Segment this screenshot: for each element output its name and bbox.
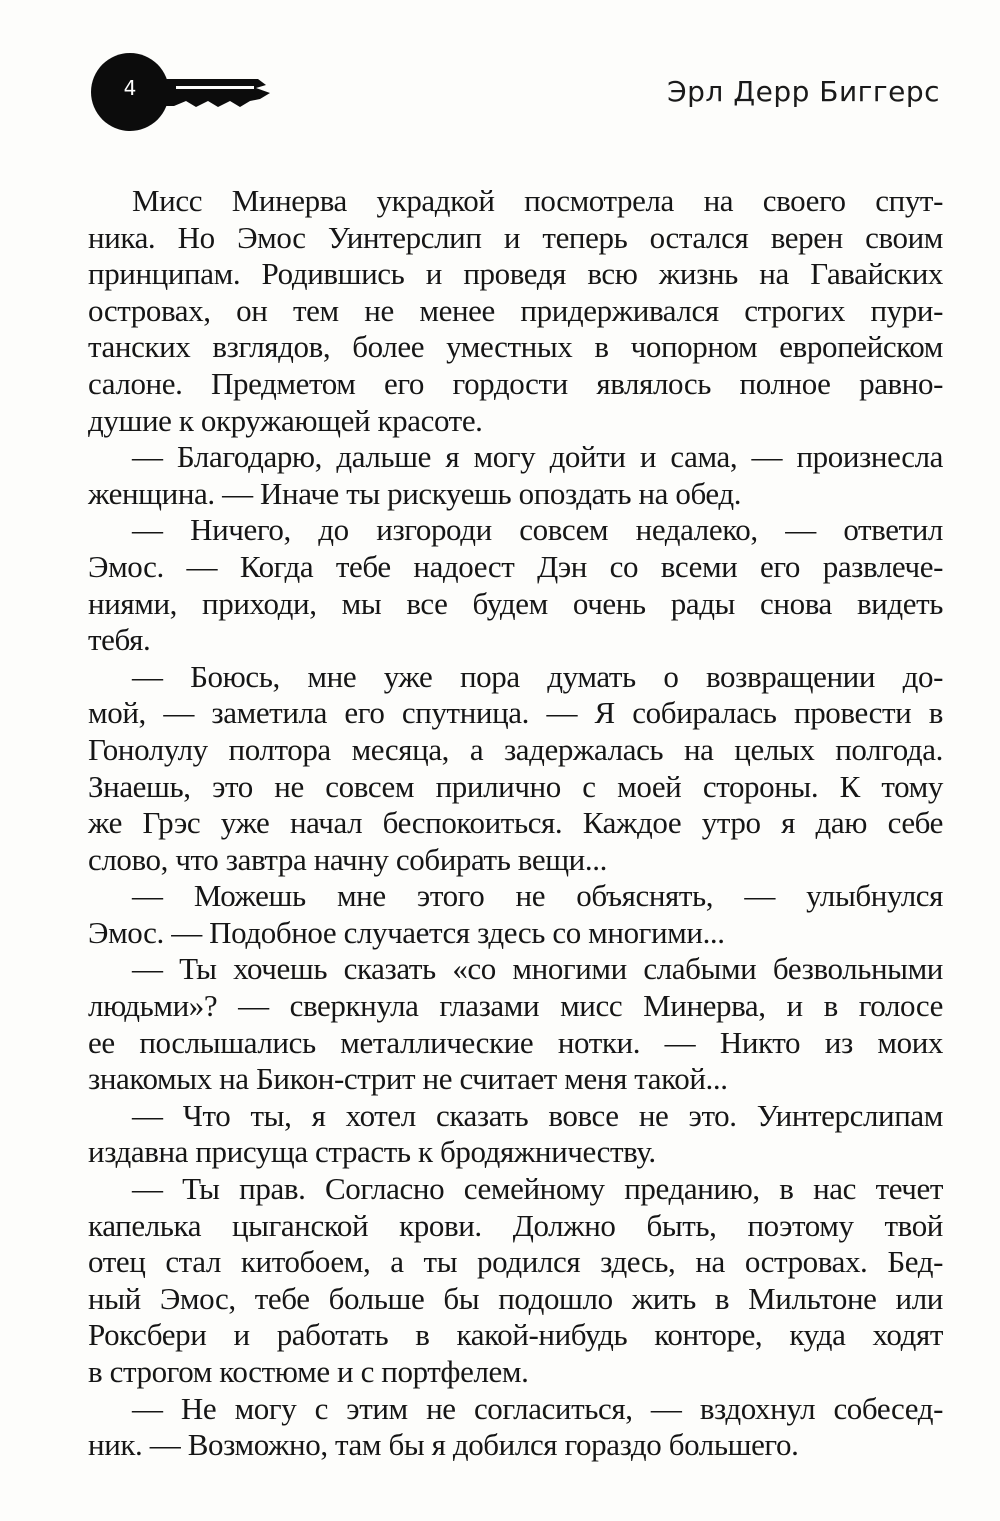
- running-head-author: Эрл Дерр Биггерс: [667, 75, 940, 108]
- text-line: женщина. — Иначе ты рискуешь опоздать на обед.: [88, 475, 742, 511]
- text-line: же Грэс уже начал беспокоиться. Каждое утро я даю себе: [88, 805, 943, 841]
- text-line: — Боюсь, мне уже пора думать о возвращении до-: [132, 658, 943, 694]
- text-line: — Ты прав. Согласно семейному преданию, в нас течет: [132, 1171, 943, 1207]
- body-text: [88, 183, 943, 1464]
- text-line: душие к окружающей красоте.: [88, 402, 483, 438]
- text-line: ник. — Возможно, там бы я добился гораздо большего.: [88, 1427, 799, 1463]
- text-line: капелька цыганской крови. Должно быть, поэтому твой: [88, 1207, 943, 1243]
- text-line: знакомых на Бикон-стрит не считает меня такой...: [88, 1061, 728, 1097]
- text-line: отец стал китобоем, а ты родился здесь, на островах. Бед-: [88, 1244, 943, 1280]
- page-header: [0, 0, 1000, 150]
- text-line: Гонолулу полтора месяца, а задержалась на целых полгода.: [88, 731, 943, 767]
- text-line: мой, — заметила его спутница. — Я собиралась провести в: [88, 695, 943, 731]
- text-line: салоне. Предметом его гордости являлось полное равно-: [88, 365, 943, 401]
- text-line: людьми»? — сверкнула глазами мисс Минерва, и в голосе: [88, 988, 943, 1024]
- text-line: в строгом костюме и с портфелем.: [88, 1354, 529, 1389]
- text-line: ника. Но Эмос Уинтерслип и теперь остался верен своим: [88, 219, 943, 255]
- text-line: издавна присуща страсть к бродяжничеству.: [88, 1134, 656, 1170]
- text-line: островах, он тем не менее придерживался строгих пури-: [88, 292, 943, 328]
- text-line: Знаешь, это не совсем прилично с моей стороны. К тому: [88, 768, 943, 804]
- text-line: Эмос. — Когда тебе надоест Дэн со всеми его развлече-: [88, 548, 943, 584]
- text-line: Мисс Минерва украдкой посмотрела на своего спут-: [132, 183, 943, 218]
- text-line: танских взглядов, более уместных в чопорном европейском: [88, 329, 943, 365]
- text-line: — Не могу с этим не согласиться, — вздохнул собесед-: [132, 1390, 943, 1426]
- text-line: ниями, приходи, мы все будем очень рады снова видеть: [88, 585, 943, 621]
- text-line: ный Эмос, тебе больше бы подошло жить в Мильтоне или: [88, 1280, 943, 1316]
- text-line: — Ничего, до изгороди совсем недалеко, — ответил: [132, 512, 943, 548]
- text-line: — Можешь мне этого не объяснять, — улыбнулся: [132, 878, 943, 914]
- page-number: 4: [123, 76, 137, 100]
- text-line: тебя.: [88, 622, 151, 658]
- text-line: Роксбери и работать в какой-нибудь конторе, куда ходят: [88, 1317, 943, 1353]
- text-line: ее послышались металлические нотки. — Никто из моих: [88, 1024, 943, 1060]
- text-line: — Что ты, я хотел сказать вовсе не это. Уинтерслипам: [132, 1097, 943, 1133]
- text-line: — Ты хочешь сказать «со многими слабыми безвольными: [132, 951, 943, 987]
- text-line: принципам. Родившись и проведя всю жизнь на Гавайских: [88, 256, 943, 292]
- text-line: слово, что завтра начну собирать вещи...: [88, 841, 607, 877]
- text-line: Эмос. — Подобное случается здесь со многими...: [88, 914, 725, 950]
- text-line: — Благодарю, дальше я могу дойти и сама, — произнесла: [132, 439, 943, 475]
